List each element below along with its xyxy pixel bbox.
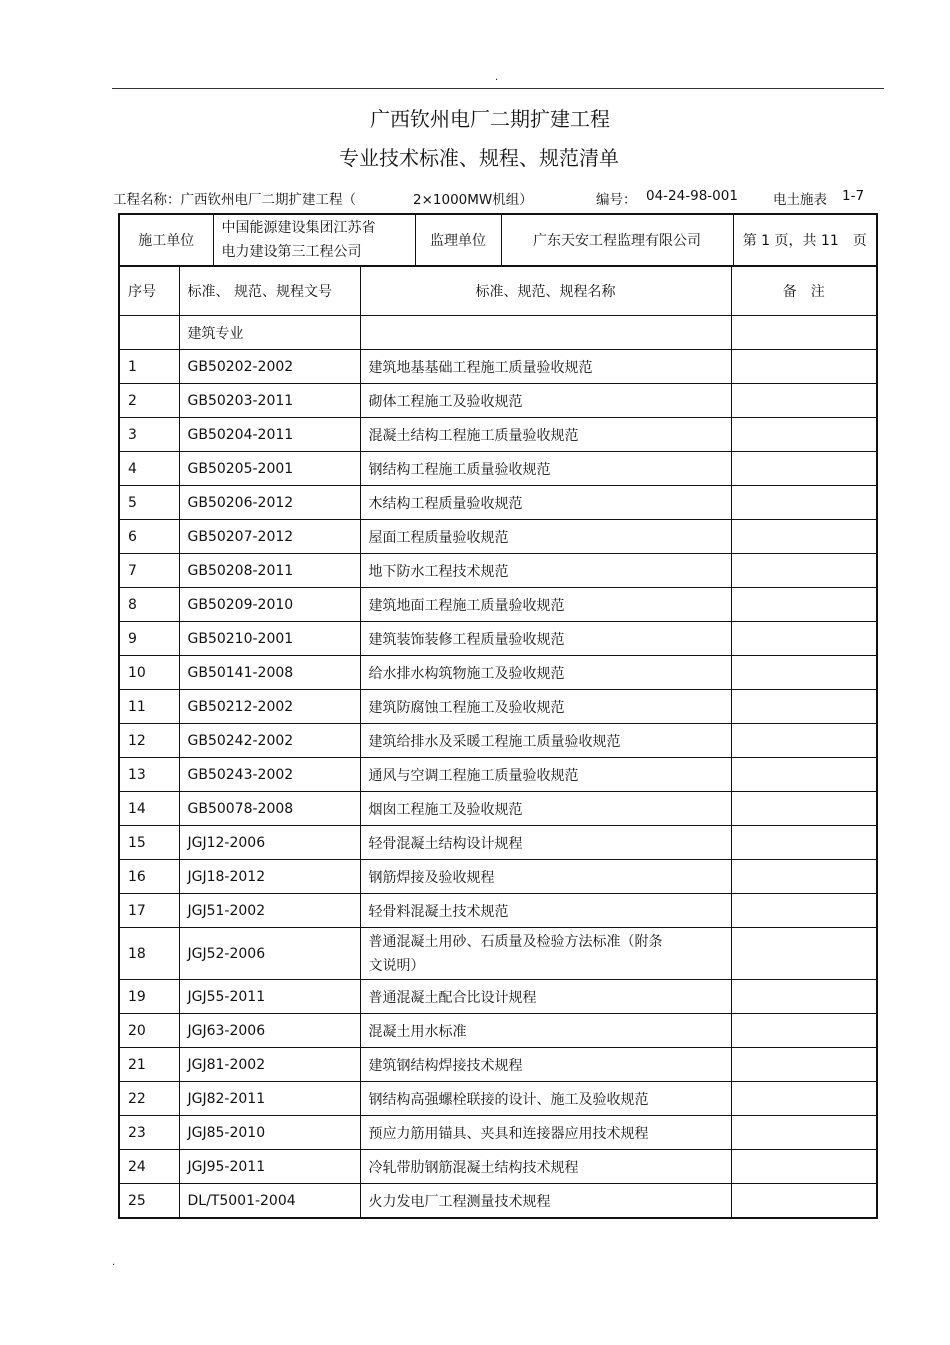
row-number: 6 xyxy=(119,520,179,554)
row-code: GB50209-2010 xyxy=(179,588,360,622)
row-name: 屋面工程质量验收规范 xyxy=(360,520,731,554)
table-row xyxy=(119,520,877,554)
table-row xyxy=(119,588,877,622)
row-code: JGJ55-2011 xyxy=(179,980,360,1014)
column-header-remarks: 备 注 xyxy=(731,267,877,316)
row-number: 16 xyxy=(119,860,179,894)
standards-table xyxy=(118,266,878,1219)
number-value: 04-24-98-001 xyxy=(646,188,738,204)
row-code: JGJ18-2012 xyxy=(179,860,360,894)
row-remarks xyxy=(731,724,877,758)
table-row xyxy=(119,1082,877,1116)
table-row xyxy=(119,1048,877,1082)
construction-unit-line2: 电力建设第三工程公司 xyxy=(221,244,362,260)
row-number: 7 xyxy=(119,554,179,588)
table-row xyxy=(119,928,877,980)
row-number: 9 xyxy=(119,622,179,656)
row-remarks xyxy=(731,894,877,928)
document-subtitle: 专业技术标准、规程、规范清单 xyxy=(339,146,619,170)
row-name: 建筑防腐蚀工程施工及验收规范 xyxy=(360,690,731,724)
number-label: 编号： xyxy=(596,192,637,208)
row-name: 木结构工程质量验收规范 xyxy=(360,486,731,520)
section-remarks-cell xyxy=(731,316,877,350)
row-number: 14 xyxy=(119,792,179,826)
row-code: GB50203-2011 xyxy=(179,384,360,418)
row-remarks xyxy=(731,350,877,384)
project-name-label: 工程名称：广西钦州电厂二期扩建工程（ xyxy=(113,192,356,208)
row-number: 25 xyxy=(119,1184,179,1219)
row-name: 混凝土用水标准 xyxy=(360,1014,731,1048)
row-code: JGJ12-2006 xyxy=(179,826,360,860)
row-code: GB50212-2002 xyxy=(179,690,360,724)
table-row xyxy=(119,452,877,486)
row-remarks xyxy=(731,452,877,486)
row-name: 轻骨混凝土结构设计规程 xyxy=(360,826,731,860)
table-row xyxy=(119,894,877,928)
row-number: 17 xyxy=(119,894,179,928)
row-number: 4 xyxy=(119,452,179,486)
row-code: GB50243-2002 xyxy=(179,758,360,792)
row-code: GB50205-2001 xyxy=(179,452,360,486)
row-remarks xyxy=(731,1048,877,1082)
row-number: 11 xyxy=(119,690,179,724)
row-name: 建筑钢结构焊接技术规程 xyxy=(360,1048,731,1082)
table-row xyxy=(119,1014,877,1048)
row-code: GB50206-2012 xyxy=(179,486,360,520)
row-name: 地下防水工程技术规范 xyxy=(360,554,731,588)
row-name: 钢筋焊接及验收规程 xyxy=(360,860,731,894)
row-code: JGJ51-2002 xyxy=(179,894,360,928)
row-name: 建筑地基基础工程施工质量验收规范 xyxy=(360,350,731,384)
row-remarks xyxy=(731,1116,877,1150)
top-dot: . xyxy=(495,72,499,83)
row-number: 23 xyxy=(119,1116,179,1150)
row-code: JGJ85-2010 xyxy=(179,1116,360,1150)
row-number: 20 xyxy=(119,1014,179,1048)
table-row xyxy=(119,384,877,418)
row-remarks xyxy=(731,1184,877,1219)
row-number: 5 xyxy=(119,486,179,520)
row-remarks xyxy=(731,1150,877,1184)
bottom-dot: . xyxy=(112,1257,116,1268)
row-code: GB50141-2008 xyxy=(179,656,360,690)
row-code: GB50208-2011 xyxy=(179,554,360,588)
row-number: 3 xyxy=(119,418,179,452)
supervision-unit-value: 广东天安工程监理有限公司 xyxy=(501,214,733,266)
row-remarks xyxy=(731,520,877,554)
row-number: 15 xyxy=(119,826,179,860)
row-code: JGJ82-2011 xyxy=(179,1082,360,1116)
form-label: 电土施表 xyxy=(773,192,827,208)
table-row xyxy=(119,1150,877,1184)
row-remarks xyxy=(731,1082,877,1116)
row-code: JGJ81-2002 xyxy=(179,1048,360,1082)
row-remarks xyxy=(731,1014,877,1048)
row-number: 19 xyxy=(119,980,179,1014)
row-code: GB50078-2008 xyxy=(179,792,360,826)
document-title: 广西钦州电厂二期扩建工程 xyxy=(370,107,610,131)
row-number: 12 xyxy=(119,724,179,758)
row-name: 建筑地面工程施工质量验收规范 xyxy=(360,588,731,622)
row-name: 轻骨料混凝土技术规范 xyxy=(360,894,731,928)
column-header-name: 标准、规范、规程名称 xyxy=(360,267,731,316)
row-number: 21 xyxy=(119,1048,179,1082)
row-name-line1: 普通混凝土用砂、石质量及检验方法标准（附条 xyxy=(368,933,663,950)
row-remarks xyxy=(731,588,877,622)
page-info: 第 1 页，共 11 页 xyxy=(733,214,877,266)
row-name: 建筑装饰装修工程质量验收规范 xyxy=(360,622,731,656)
row-name: 通风与空调工程施工质量验收规范 xyxy=(360,758,731,792)
row-remarks xyxy=(731,928,877,980)
row-code: JGJ95-2011 xyxy=(179,1150,360,1184)
row-number: 10 xyxy=(119,656,179,690)
table-row xyxy=(119,758,877,792)
table-header-row xyxy=(119,267,877,316)
row-code: JGJ63-2006 xyxy=(179,1014,360,1048)
table-row xyxy=(119,1116,877,1150)
column-header-code: 标准、 规范、规程文号 xyxy=(179,267,360,316)
row-code: GB50204-2011 xyxy=(179,418,360,452)
row-number: 1 xyxy=(119,350,179,384)
table-row xyxy=(119,860,877,894)
row-code: GB50210-2001 xyxy=(179,622,360,656)
row-name: 砌体工程施工及验收规范 xyxy=(360,384,731,418)
section-name-cell xyxy=(360,316,731,350)
table-row xyxy=(119,792,877,826)
section-number-cell xyxy=(119,316,179,350)
table-row xyxy=(119,622,877,656)
info-row xyxy=(119,214,877,266)
section-row xyxy=(119,316,877,350)
row-remarks xyxy=(731,690,877,724)
row-remarks xyxy=(731,826,877,860)
row-code: GB50242-2002 xyxy=(179,724,360,758)
row-number: 22 xyxy=(119,1082,179,1116)
row-code: DL/T5001-2004 xyxy=(179,1184,360,1219)
row-remarks xyxy=(731,622,877,656)
row-name: 冷轧带肋钢筋混凝土结构技术规程 xyxy=(360,1150,731,1184)
row-number: 8 xyxy=(119,588,179,622)
row-name: 钢结构高强螺栓联接的设计、施工及验收规范 xyxy=(360,1082,731,1116)
row-name: 预应力筋用锚具、夹具和连接器应用技术规程 xyxy=(360,1116,731,1150)
row-number: 2 xyxy=(119,384,179,418)
row-name: 普通混凝土配合比设计规程 xyxy=(360,980,731,1014)
row-name: 建筑给排水及采暖工程施工质量验收规范 xyxy=(360,724,731,758)
row-name: 钢结构工程施工质量验收规范 xyxy=(360,452,731,486)
row-name-line2: 文说明） xyxy=(368,957,425,974)
construction-unit-line1: 中国能源建设集团江苏省 xyxy=(221,220,376,236)
construction-unit-label: 施工单位 xyxy=(119,214,213,266)
header-rule xyxy=(112,88,884,89)
table-row xyxy=(119,980,877,1014)
row-code: GB50207-2012 xyxy=(179,520,360,554)
form-value: 1-7 xyxy=(842,188,865,204)
table-row xyxy=(119,1184,877,1219)
info-table xyxy=(118,213,878,267)
row-remarks xyxy=(731,792,877,826)
supervision-unit-label: 监理单位 xyxy=(415,214,501,266)
table-row xyxy=(119,690,877,724)
table-row xyxy=(119,486,877,520)
row-number: 24 xyxy=(119,1150,179,1184)
table-row xyxy=(119,826,877,860)
row-name: 给水排水构筑物施工及验收规范 xyxy=(360,656,731,690)
row-remarks xyxy=(731,554,877,588)
row-remarks xyxy=(731,980,877,1014)
table-row xyxy=(119,724,877,758)
row-remarks xyxy=(731,384,877,418)
row-remarks xyxy=(731,860,877,894)
column-header-number: 序号 xyxy=(119,267,179,316)
row-remarks xyxy=(731,656,877,690)
table-row xyxy=(119,554,877,588)
row-remarks xyxy=(731,418,877,452)
row-number: 13 xyxy=(119,758,179,792)
row-name: 火力发电厂工程测量技术规程 xyxy=(360,1184,731,1219)
row-name xyxy=(360,928,731,980)
project-capacity: 2×1000MW机组） xyxy=(413,192,533,208)
row-name: 混凝土结构工程施工质量验收规范 xyxy=(360,418,731,452)
table-row xyxy=(119,656,877,690)
section-title: 建筑专业 xyxy=(179,316,360,350)
row-code: JGJ52-2006 xyxy=(179,928,360,980)
row-remarks xyxy=(731,758,877,792)
table-row xyxy=(119,418,877,452)
table-row xyxy=(119,350,877,384)
row-code: GB50202-2002 xyxy=(179,350,360,384)
row-name: 烟囱工程施工及验收规范 xyxy=(360,792,731,826)
row-number: 18 xyxy=(119,928,179,980)
row-remarks xyxy=(731,486,877,520)
construction-unit-value xyxy=(213,214,415,266)
